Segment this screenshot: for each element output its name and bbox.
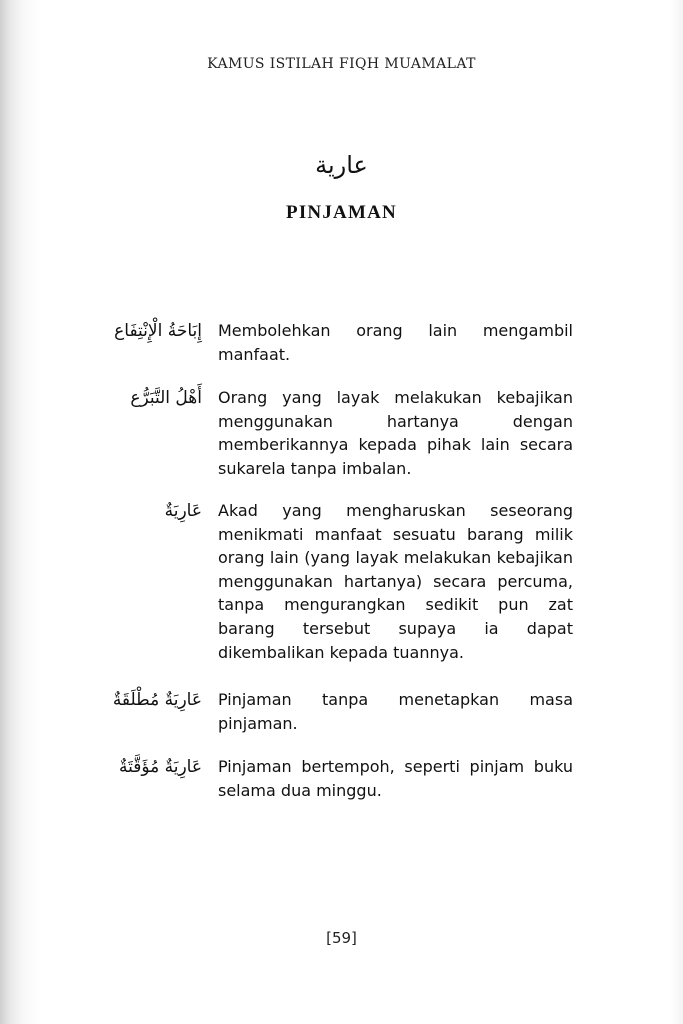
arabic-term: عَارِيَةٌ مُؤَقَّتَةٌ [118,757,202,777]
term-definition: Membolehkan orang lain mengambil manfaat. [218,321,573,364]
arabic-term: عَارِيَةٌ [164,501,202,521]
arabic-section-title: عارية [315,151,368,179]
running-header: KAMUS ISTILAH FIQH MUAMALAT [207,56,476,72]
page-number: [59] [326,929,357,947]
term-definition: Pinjaman tanpa menetapkan masa pinjaman. [218,690,573,733]
term-definition: Akad yang mengharuskan seseorang menikmati manfaat sesuatu barang milik orang lain (yang layak melakukan kebajikan menggunakan hartanya) secara percuma, tanpa mengurangkan sedikit pun zat barang tersebut supaya ia dapat dikembalikan kepada tuannya. [218,501,573,662]
arabic-term: إِبَاحَةُ الْإِنْتِفَاع [114,321,202,341]
term-definition: Orang yang layak melakukan kebajikan menggunakan hartanya dengan memberikannya kepada pihak lain secara sukarela tanpa imbalan. [218,388,573,478]
arabic-term: عَارِيَةٌ مُطْلَقَةٌ [112,690,202,710]
arabic-term: أَهْلُ التَّبَرُّع [130,388,202,408]
term-definition: Pinjaman bertempoh, seperti pinjam buku selama dua minggu. [218,757,573,800]
section-title: PINJAMAN [286,202,397,223]
